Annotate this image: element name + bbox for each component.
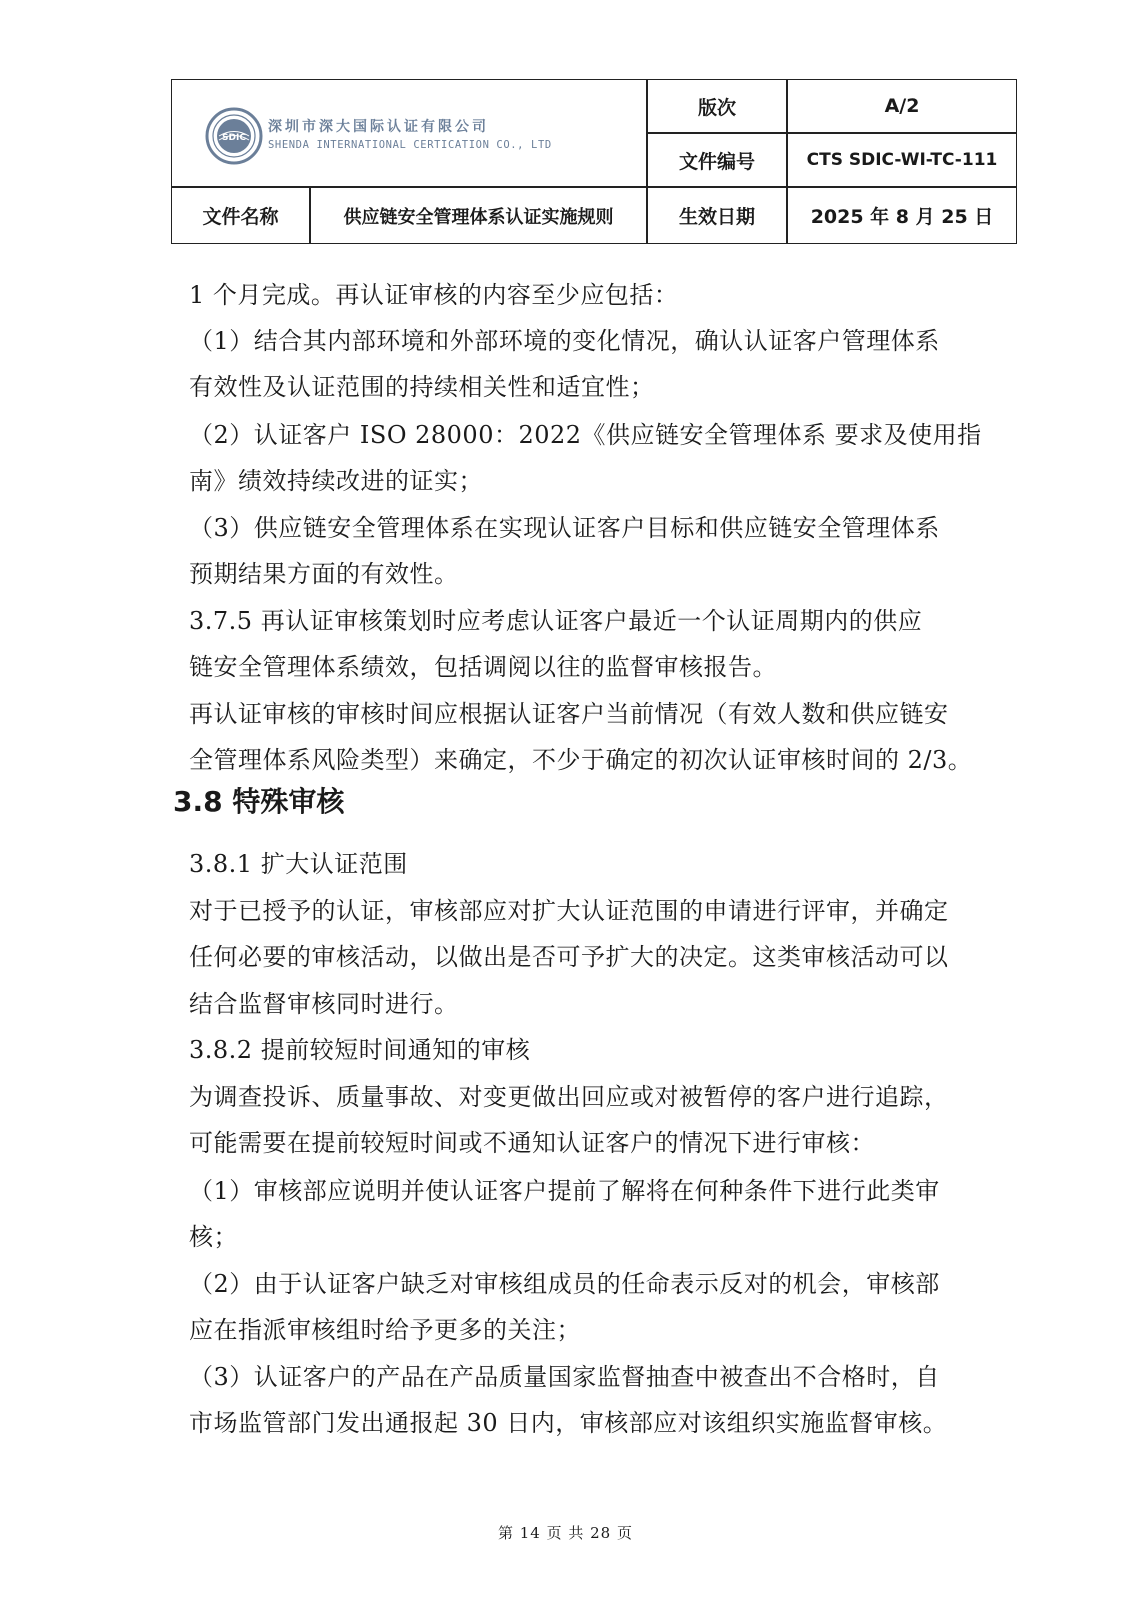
body-line: 链安全管理体系绩效，包括调阅以往的监督审核报告。 bbox=[189, 653, 777, 681]
docname-label: 文件名称 bbox=[202, 206, 279, 228]
effective-label: 生效日期 bbox=[678, 206, 755, 228]
body-line: （3）供应链安全管理体系在实现认证客户目标和供应链安全管理体系 bbox=[189, 514, 940, 542]
body-line: （3）认证客户的产品在产品质量国家监督抽查中被查出不合格时，自 bbox=[189, 1363, 940, 1391]
body-line: 任何必要的审核活动，以做出是否可予扩大的决定。这类审核活动可以 bbox=[189, 943, 949, 971]
svg-text:SDIC: SDIC bbox=[222, 133, 246, 143]
body-line: 全管理体系风险类型）来确定，不少于确定的初次认证审核时间的 2/3。 bbox=[189, 746, 973, 774]
body-line: 核； bbox=[189, 1223, 238, 1251]
page-number: 第 14 页 共 28 页 bbox=[497, 1524, 633, 1542]
section-heading: 3.8 特殊审核 bbox=[173, 785, 345, 818]
effective-value: 2025 年 8 月 25 日 bbox=[810, 206, 994, 228]
company-logo-area bbox=[172, 80, 647, 187]
version-label: 版次 bbox=[697, 96, 736, 119]
company-logo-icon bbox=[205, 107, 263, 165]
body-line: 对于已授予的认证，审核部应对扩大认证范围的申请进行评审，并确定 bbox=[189, 897, 949, 925]
body-line: 结合监督审核同时进行。 bbox=[189, 990, 459, 1018]
body-line: 再认证审核的审核时间应根据认证客户当前情况（有效人数和供应链安 bbox=[189, 700, 949, 728]
body-line: 应在指派审核组时给予更多的关注； bbox=[189, 1316, 581, 1344]
body-line: （1）结合其内部环境和外部环境的变化情况，确认认证客户管理体系 bbox=[189, 327, 940, 355]
docname-value: 供应链安全管理体系认证实施规则 bbox=[343, 206, 614, 228]
body-line: 预期结果方面的有效性。 bbox=[189, 560, 459, 588]
body-line: 为调查投诉、质量事故、对变更做出回应或对被暂停的客户进行追踪， bbox=[189, 1083, 949, 1111]
body-line: 南》绩效持续改进的证实； bbox=[189, 467, 483, 495]
body-line: 1 个月完成。再认证审核的内容至少应包括： bbox=[189, 281, 679, 309]
document-header-table bbox=[171, 79, 1017, 244]
docno-label: 文件编号 bbox=[678, 150, 755, 173]
subsection-heading: 3.8.2 提前较短时间通知的审核 bbox=[189, 1036, 531, 1064]
body-line: （2）由于认证客户缺乏对审核组成员的任命表示反对的机会，审核部 bbox=[189, 1270, 940, 1298]
company-name-en: SHENDA INTERNATIONAL CERTICATION CO., LTD bbox=[268, 139, 552, 151]
body-line: 可能需要在提前较短时间或不通知认证客户的情况下进行审核： bbox=[189, 1129, 875, 1157]
body-line: （1）审核部应说明并使认证客户提前了解将在何种条件下进行此类审 bbox=[189, 1177, 940, 1205]
body-line: 市场监管部门发出通报起 30 日内，审核部应对该组织实施监督审核。 bbox=[189, 1409, 948, 1437]
body-line: （2）认证客户 ISO 28000：2022《供应链安全管理体系 要求及使用指 bbox=[189, 421, 982, 449]
docno-value: CTS SDIC-WI-TC-111 bbox=[806, 150, 998, 170]
version-value: A/2 bbox=[884, 95, 920, 117]
body-line: 3.7.5 再认证审核策划时应考虑认证客户最近一个认证周期内的供应 bbox=[189, 607, 923, 635]
body-line: 有效性及认证范围的持续相关性和适宜性； bbox=[189, 373, 655, 401]
subsection-heading: 3.8.1 扩大认证范围 bbox=[189, 850, 408, 878]
company-name-cn: 深圳市深大国际认证有限公司 bbox=[268, 119, 489, 135]
